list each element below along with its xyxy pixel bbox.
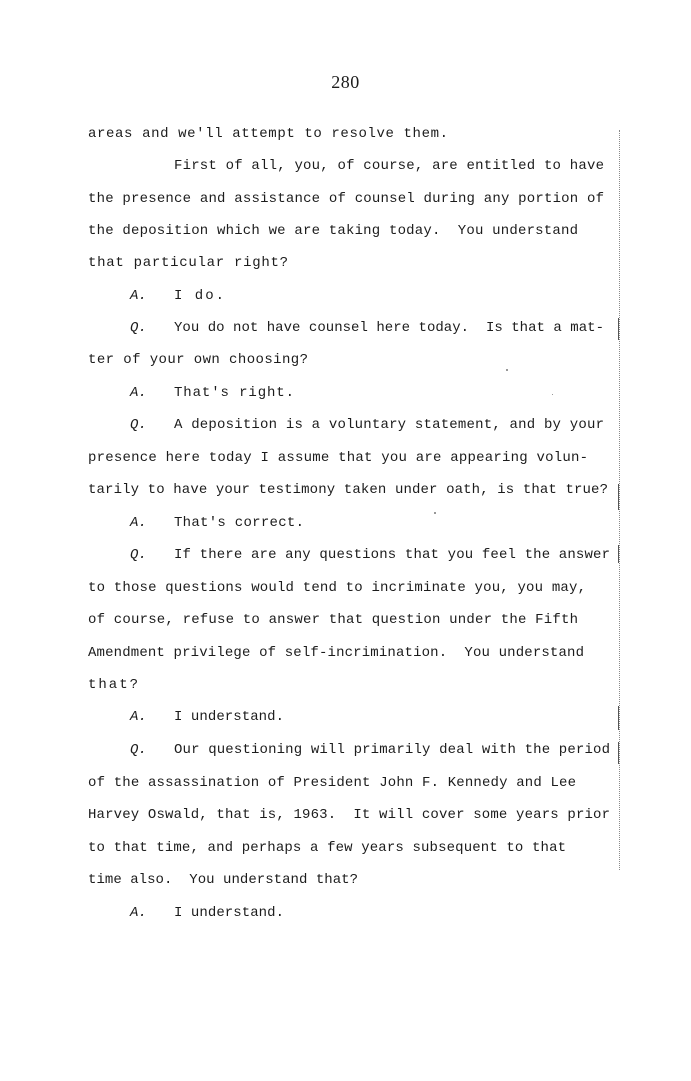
answer-marker: A. xyxy=(130,385,147,401)
margin-mark xyxy=(618,545,619,563)
transcript-line: time also. You understand that? xyxy=(88,872,359,888)
scan-speck xyxy=(552,394,553,395)
transcript-line: ter of your own choosing? xyxy=(88,352,309,368)
transcript-line: That's right. xyxy=(174,385,295,401)
question-marker: Q. xyxy=(130,417,147,433)
transcript-line: Our questioning will primarily deal with the period xyxy=(174,742,611,758)
answer-marker: A. xyxy=(130,905,147,921)
scan-speck xyxy=(434,512,436,514)
answer-marker: A. xyxy=(130,515,147,531)
transcript-line: areas and we'll attempt to resolve them. xyxy=(88,126,449,142)
question-marker: Q. xyxy=(130,742,147,758)
transcript-line: A deposition is a voluntary statement, and by your xyxy=(174,417,605,433)
transcript-line: the deposition which we are taking today. You understand xyxy=(88,223,579,239)
transcript-line: to those questions would tend to incriminate you, you may, xyxy=(88,580,587,596)
margin-mark xyxy=(618,484,619,510)
answer-marker: A. xyxy=(130,288,147,304)
transcript-line: I understand. xyxy=(174,709,285,725)
transcript-line: that? xyxy=(88,677,140,693)
margin-rule xyxy=(619,130,620,870)
question-marker: Q. xyxy=(130,547,147,563)
transcript-line: Amendment privilege of self-incrimination. You understand xyxy=(88,645,585,661)
transcript-line: You do not have counsel here today. Is that a mat- xyxy=(174,320,604,336)
transcript-line: of the assassination of President John F. Kennedy and Lee xyxy=(88,775,577,791)
transcript-line: If there are any questions that you feel the answer xyxy=(174,547,611,563)
question-marker: Q. xyxy=(130,320,147,336)
page-number: 280 xyxy=(331,72,360,92)
transcript-line: the presence and assistance of counsel during any portion of xyxy=(88,191,605,207)
margin-mark xyxy=(618,318,619,340)
margin-mark xyxy=(618,742,619,764)
transcript-line: I understand. xyxy=(174,905,285,921)
margin-mark xyxy=(618,706,619,730)
transcript-line: Harvey Oswald, that is, 1963. It will cover some years prior xyxy=(88,807,611,823)
transcript-line: to that time, and perhaps a few years subsequent to that xyxy=(88,840,567,856)
scan-speck xyxy=(506,369,508,371)
transcript-line: First of all, you, of course, are entitled to have xyxy=(174,158,605,174)
transcript-line: tarily to have your testimony taken under oath, is that true? xyxy=(88,482,609,498)
transcript-line: That's correct. xyxy=(174,515,305,531)
transcript-line: that particular right? xyxy=(88,255,289,271)
transcript-line: I do. xyxy=(174,288,227,304)
transcript-line: presence here today I assume that you are appearing volun- xyxy=(88,450,589,466)
answer-marker: A. xyxy=(130,709,147,725)
transcript-line: of course, refuse to answer that question under the Fifth xyxy=(88,612,579,628)
